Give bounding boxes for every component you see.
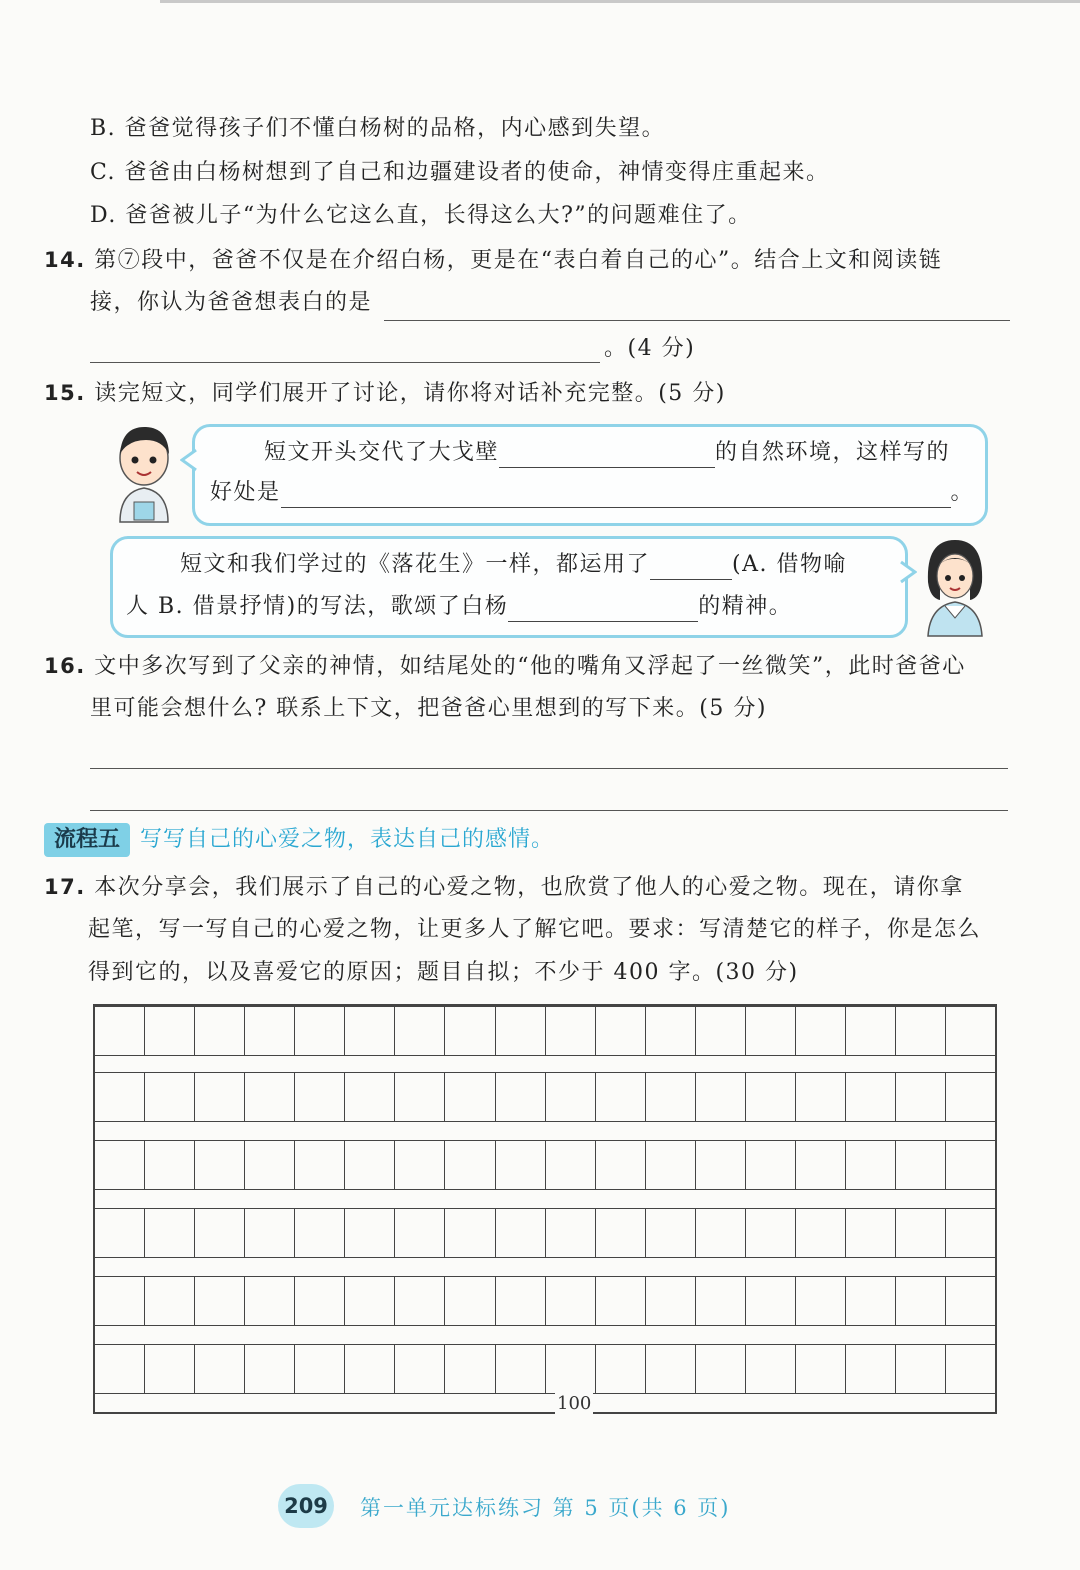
answer-line-14b[interactable] (90, 362, 600, 363)
question-17-line1: 本次分享会，我们展示了自己的心爱之物，也欣赏了他人的心爱之物。现在，请你拿 (94, 875, 964, 900)
footer-text: 第一单元达标练习 第 5 页(共 6 页) (360, 1496, 731, 1520)
blank-bubble2-method[interactable] (650, 557, 732, 580)
top-edge-line (160, 0, 1080, 3)
question-16-line1: 文中多次写到了父亲的神情，如结尾处的“他的嘴角又浮起了一丝微笑”，此时爸爸心 (94, 654, 966, 679)
blank-bubble1-environment[interactable] (499, 445, 715, 468)
question-14-number: 14. (44, 248, 86, 272)
blank-bubble2-spirit[interactable] (508, 599, 698, 622)
bubble1-line1 (264, 438, 950, 468)
writing-grid[interactable] (93, 1004, 997, 1414)
bubble2-text-b: (A. 借物喻 (732, 552, 847, 577)
question-15 (44, 378, 726, 409)
bubble-pointer-right-icon (899, 560, 917, 584)
question-16 (44, 651, 966, 682)
girl-avatar-icon (920, 532, 990, 640)
bubble1-text-b: 的自然环境，这样写的 (715, 440, 951, 465)
bubble2-text-c: 人 B. 借景抒情)的写法，歌颂了白杨 (126, 594, 509, 619)
question-15-text: 读完短文，同学们展开了讨论，请你将对话补充完整。(5 分) (94, 381, 726, 406)
grid-row[interactable] (95, 1276, 995, 1326)
question-17-line2: 起笔，写一写自己的心爱之物，让更多人了解它吧。要求：写清楚它的样子，你是怎么 (88, 917, 982, 942)
answer-line-16b[interactable] (90, 810, 1008, 811)
answer-line-14a[interactable] (384, 320, 1010, 321)
question-17-line3: 得到它的，以及喜爱它的原因；题目自拟；不少于 400 字。(30 分) (88, 960, 799, 985)
bubble1-text-c: 好处是 (210, 480, 281, 505)
bubble1-line2 (210, 478, 974, 508)
bubble2-text-a: 短文和我们学过的《落花生》一样，都运用了 (180, 552, 651, 577)
grid-word-count-label: 100 (557, 1393, 592, 1414)
question-17 (44, 872, 964, 903)
question-14-line2: 接，你认为爸爸想表白的是 (90, 290, 373, 315)
question-16-number: 16. (44, 654, 86, 678)
question-17-number: 17. (44, 875, 86, 899)
question-14 (44, 245, 942, 276)
grid-row[interactable] (95, 1072, 995, 1122)
grid-row[interactable] (95, 1344, 995, 1394)
bubble1-text-a: 短文开头交代了大戈壁 (264, 440, 500, 465)
question-14-line1: 第⑦段中，爸爸不仅是在介绍白杨，更是在“表白着自己的心”。结合上文和阅读链 (94, 248, 943, 273)
option-c: C. 爸爸由白杨树想到了自己和边疆建设者的使命，神情变得庄重起来。 (90, 160, 830, 185)
option-d: D. 爸爸被儿子“为什么它这么直，长得这么大?”的问题难住了。 (90, 203, 752, 228)
grid-row[interactable] (95, 1006, 995, 1056)
bubble2-text-d: 的精神。 (698, 594, 793, 619)
bubble-pointer-left-icon (180, 448, 198, 472)
blank-bubble1-benefit[interactable] (281, 485, 951, 508)
question-16-line2: 里可能会想什么? 联系上下文，把爸爸心里想到的写下来。(5 分) (90, 696, 767, 721)
bubble2-line2 (126, 592, 792, 622)
section-title: 写写自己的心爱之物，表达自己的感情。 (140, 827, 555, 852)
bubble1-end: 。 (950, 480, 975, 505)
option-b: B. 爸爸觉得孩子们不懂白杨树的品格，内心感到失望。 (90, 116, 666, 141)
grid-row[interactable] (95, 1140, 995, 1190)
page-number-badge: 209 (278, 1484, 334, 1528)
grid-row[interactable] (95, 1208, 995, 1258)
boy-avatar-icon (106, 418, 182, 526)
section-tag: 流程五 (44, 823, 130, 857)
question-15-number: 15. (44, 381, 86, 405)
bubble2-line1 (180, 550, 847, 580)
answer-line-16a[interactable] (90, 768, 1008, 769)
question-14-end: 。(4 分) (604, 336, 696, 361)
